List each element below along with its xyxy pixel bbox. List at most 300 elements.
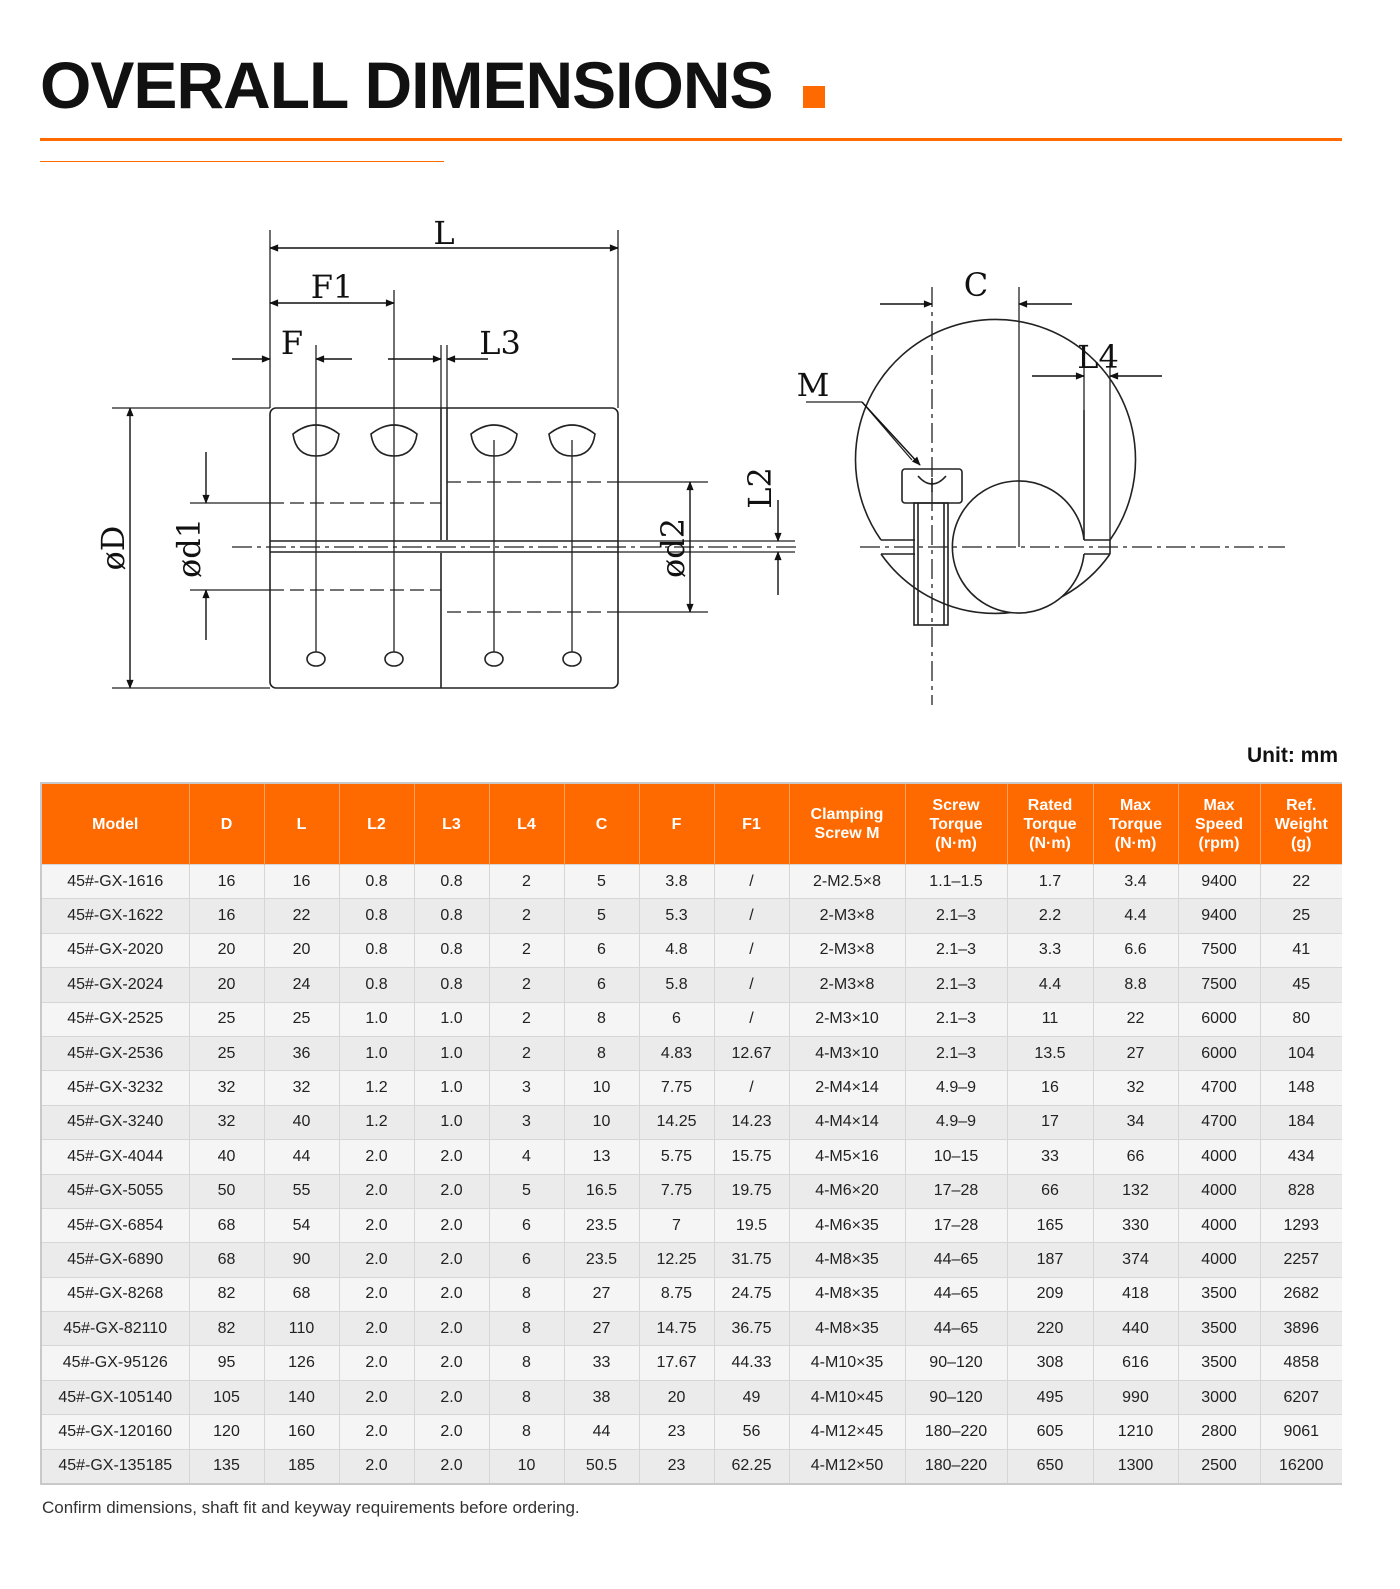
table-cell: 4-M6×35 [789,1208,905,1242]
table-row [42,933,1342,967]
table-cell: 20 [639,1380,714,1414]
table-cell: 0.8 [414,968,489,1002]
dim-label-L4: L4 [1077,338,1119,376]
table-cell: 5 [489,1174,564,1208]
column-header: Clamping Screw M [789,784,905,865]
table-cell: 19.75 [714,1174,789,1208]
table-cell: 160 [264,1415,339,1449]
table-cell: 25 [1260,899,1342,933]
table-row [42,1174,1342,1208]
dim-label-F: F [280,324,304,362]
table-cell: 90–120 [905,1380,1007,1414]
table-cell: 54 [264,1208,339,1242]
table-cell: 20 [189,968,264,1002]
table-cell: 4-M6×20 [789,1174,905,1208]
table-cell: 10–15 [905,1140,1007,1174]
table-cell: 650 [1007,1449,1093,1483]
table-cell: 3.4 [1093,865,1178,899]
column-header: F1 [714,784,789,865]
table-cell: 4-M5×16 [789,1140,905,1174]
table-cell: 24.75 [714,1277,789,1311]
table-cell: 14.75 [639,1312,714,1346]
table-cell: 2-M2.5×8 [789,865,905,899]
table-cell: 25 [189,1036,264,1070]
table-cell: 11 [1007,1002,1093,1036]
table-cell: 82 [189,1277,264,1311]
table-cell: 126 [264,1346,339,1380]
table-cell: 22 [1260,865,1342,899]
table-cell: 4000 [1178,1208,1260,1242]
table-cell: 180–220 [905,1415,1007,1449]
table-cell: 185 [264,1449,339,1483]
table-cell: 4.4 [1007,968,1093,1002]
dim-label-d2: ød2 [654,517,692,579]
table-cell: 0.8 [414,865,489,899]
technical-drawing [0,170,1400,730]
table-cell: 8 [489,1415,564,1449]
table-cell: 0.8 [339,968,414,1002]
table-cell: 2 [489,933,564,967]
table-cell: 2800 [1178,1415,1260,1449]
table-cell: 9400 [1178,899,1260,933]
table-cell: 2.0 [414,1312,489,1346]
table-cell: 495 [1007,1380,1093,1414]
table-cell: 2 [489,968,564,1002]
table-cell: 1.1–1.5 [905,865,1007,899]
table-cell: 2.0 [339,1415,414,1449]
table-cell: 2257 [1260,1243,1342,1277]
table-cell: 605 [1007,1415,1093,1449]
table-cell: 2 [489,1002,564,1036]
table-cell: 6 [564,968,639,1002]
table-cell: 2.0 [339,1277,414,1311]
column-header: D [189,784,264,865]
table-cell: 41 [1260,933,1342,967]
table-cell: 33 [1007,1140,1093,1174]
table-cell: 148 [1260,1071,1342,1105]
column-header: F [639,784,714,865]
table-cell: 418 [1093,1277,1178,1311]
table-cell: 2.0 [414,1380,489,1414]
dimensions-table [40,782,1342,1485]
table-cell: 22 [1093,1002,1178,1036]
table-cell: 55 [264,1174,339,1208]
table-cell: 4.8 [639,933,714,967]
table-cell: 17–28 [905,1208,1007,1242]
table-cell: 8 [564,1002,639,1036]
table-cell: 1.2 [339,1071,414,1105]
table-cell: 16 [1007,1071,1093,1105]
table-cell: 2.0 [339,1312,414,1346]
table-cell: 3000 [1178,1380,1260,1414]
table-cell: 2 [489,865,564,899]
model-cell: 45#-GX-95126 [42,1346,189,1380]
table-cell: 16 [264,865,339,899]
dim-label-L2: L2 [741,467,779,509]
table-cell: / [714,865,789,899]
table-cell: 0.8 [414,899,489,933]
table-cell: 15.75 [714,1140,789,1174]
table-cell: 990 [1093,1380,1178,1414]
table-cell: 2.0 [339,1174,414,1208]
table-cell: 4-M12×50 [789,1449,905,1483]
model-cell: 45#-GX-3240 [42,1105,189,1139]
table-cell: 2.0 [414,1243,489,1277]
table-row [42,1105,1342,1139]
table-cell: 38 [564,1380,639,1414]
table-cell: 80 [1260,1002,1342,1036]
unit-label: Unit: mm [1247,744,1338,767]
table-cell: 6000 [1178,1036,1260,1070]
table-cell: 16 [189,865,264,899]
table-cell: 2.0 [414,1346,489,1380]
table-cell: / [714,899,789,933]
table-cell: 1.0 [414,1105,489,1139]
table-cell: 6 [489,1208,564,1242]
table-cell: 3500 [1178,1277,1260,1311]
column-header: Max Speed (rpm) [1178,784,1260,865]
model-cell: 45#-GX-82110 [42,1312,189,1346]
model-cell: 45#-GX-2020 [42,933,189,967]
table-cell: 4700 [1178,1105,1260,1139]
table-cell: 828 [1260,1174,1342,1208]
table-cell: 0.8 [339,933,414,967]
table-cell: / [714,968,789,1002]
table-cell: 2.0 [414,1277,489,1311]
table-cell: 44–65 [905,1277,1007,1311]
table-cell: 2.0 [414,1140,489,1174]
table-cell: 2500 [1178,1449,1260,1483]
table-cell: 44 [564,1415,639,1449]
table-cell: 3500 [1178,1312,1260,1346]
table-row [42,968,1342,1002]
table-cell: 2-M4×14 [789,1071,905,1105]
table-cell: 4 [489,1140,564,1174]
table-cell: 8 [489,1312,564,1346]
dim-label-d1: ød1 [170,517,208,579]
column-header: L2 [339,784,414,865]
table-cell: 5 [564,899,639,933]
table-cell: 5.3 [639,899,714,933]
table-cell: 20 [264,933,339,967]
page-title: OVERALL DIMENSIONS [40,48,773,122]
table-cell: 308 [1007,1346,1093,1380]
table-cell: 17 [1007,1105,1093,1139]
table-cell: 4-M10×45 [789,1380,905,1414]
table-cell: 44 [264,1140,339,1174]
table-row [42,1277,1342,1311]
table-cell: 1.0 [414,1002,489,1036]
model-cell: 45#-GX-8268 [42,1277,189,1311]
table-cell: 68 [189,1243,264,1277]
table-cell: 16.5 [564,1174,639,1208]
table-cell: 66 [1007,1174,1093,1208]
table-cell: 23.5 [564,1243,639,1277]
table-cell: 5 [564,865,639,899]
table-cell: 2.0 [339,1140,414,1174]
table-cell: 14.25 [639,1105,714,1139]
clamping-screw-shank [914,503,948,625]
table-cell: 3.8 [639,865,714,899]
table-cell: 25 [189,1002,264,1036]
table-cell: 23 [639,1415,714,1449]
table-row [42,1346,1342,1380]
table-cell: 2-M3×8 [789,933,905,967]
table-cell: 10 [489,1449,564,1483]
table-cell: 2.0 [414,1415,489,1449]
table-cell: 2-M3×8 [789,968,905,1002]
table-cell: 4-M8×35 [789,1243,905,1277]
table-cell: 0.8 [414,933,489,967]
table-cell: 10 [564,1105,639,1139]
table-cell: 2.0 [339,1380,414,1414]
table-cell: 6207 [1260,1380,1342,1414]
table-cell: 45 [1260,968,1342,1002]
table-cell: 32 [189,1105,264,1139]
table-cell: 8 [564,1036,639,1070]
dim-label-L: L [433,214,455,252]
table-cell: 49 [714,1380,789,1414]
table-cell: 0.8 [339,899,414,933]
table-cell: 33 [564,1346,639,1380]
table-cell: 4000 [1178,1243,1260,1277]
table-cell: 8.75 [639,1277,714,1311]
table-cell: 95 [189,1346,264,1380]
table-cell: 1.7 [1007,865,1093,899]
table-cell: 40 [189,1140,264,1174]
dim-label-D: øD [94,525,132,571]
table-cell: 4.9–9 [905,1105,1007,1139]
table-cell: 3 [489,1105,564,1139]
column-header: Model [42,784,189,865]
model-cell: 45#-GX-135185 [42,1449,189,1483]
model-cell: 45#-GX-105140 [42,1380,189,1414]
table-cell: 3896 [1260,1312,1342,1346]
table-row [42,1140,1342,1174]
table-cell: 36 [264,1036,339,1070]
table-cell: 32 [1093,1071,1178,1105]
table-cell: 165 [1007,1208,1093,1242]
table-cell: 2.0 [339,1449,414,1483]
title-rule [40,138,1342,141]
table-cell: 4.4 [1093,899,1178,933]
table-cell: 1.0 [414,1071,489,1105]
table-cell: 2.1–3 [905,1002,1007,1036]
ordering-note: Confirm dimensions, shaft fit and keyway requirements before ordering. [42,1498,580,1517]
table-cell: 19.5 [714,1208,789,1242]
table-cell: 68 [264,1277,339,1311]
table-cell: 2-M3×10 [789,1002,905,1036]
table-cell: 132 [1093,1174,1178,1208]
table-cell: 2-M3×8 [789,899,905,933]
table-cell: 12.67 [714,1036,789,1070]
table-cell: 5.8 [639,968,714,1002]
dim-label-C: C [963,266,989,304]
table-cell: 4858 [1260,1346,1342,1380]
table-cell: 120 [189,1415,264,1449]
table-row [42,1312,1342,1346]
table-cell: 6 [489,1243,564,1277]
table-cell: 44.33 [714,1346,789,1380]
table-cell: 31.75 [714,1243,789,1277]
table-cell: 13.5 [1007,1036,1093,1070]
column-header: L4 [489,784,564,865]
table-cell: 25 [264,1002,339,1036]
table-cell: 27 [1093,1036,1178,1070]
table-row [42,1208,1342,1242]
table-cell: 23.5 [564,1208,639,1242]
table-cell: 7500 [1178,933,1260,967]
table-row [42,1243,1342,1277]
column-header: Screw Torque (N·m) [905,784,1007,865]
table-cell: 56 [714,1415,789,1449]
column-header: Max Torque (N·m) [1093,784,1178,865]
table-cell: 2.0 [339,1208,414,1242]
table-cell: 7500 [1178,968,1260,1002]
table-cell: 68 [189,1208,264,1242]
table-cell: 40 [264,1105,339,1139]
table-cell: 440 [1093,1312,1178,1346]
table-cell: 1.0 [339,1002,414,1036]
table-cell: 14.23 [714,1105,789,1139]
table-cell: 12.25 [639,1243,714,1277]
table-cell: 16200 [1260,1449,1342,1483]
table-cell: 4.9–9 [905,1071,1007,1105]
model-cell: 45#-GX-3232 [42,1071,189,1105]
table-row [42,1380,1342,1414]
table-cell: 3 [489,1071,564,1105]
column-header: Rated Torque (N·m) [1007,784,1093,865]
table-cell: 22 [264,899,339,933]
table-row [42,1002,1342,1036]
table-cell: 140 [264,1380,339,1414]
table-row [42,865,1342,899]
table-cell: 2.0 [414,1208,489,1242]
column-header: Ref. Weight (g) [1260,784,1342,865]
table-cell: 7.75 [639,1174,714,1208]
table-cell: 36.75 [714,1312,789,1346]
table-cell: 66 [1093,1140,1178,1174]
table-cell: 2 [489,1036,564,1070]
table-cell: 4-M3×10 [789,1036,905,1070]
table-cell: 184 [1260,1105,1342,1139]
table-cell: 82 [189,1312,264,1346]
table-cell: 32 [189,1071,264,1105]
table-cell: 220 [1007,1312,1093,1346]
table-cell: 3500 [1178,1346,1260,1380]
column-header: L [264,784,339,865]
table-cell: 180–220 [905,1449,1007,1483]
table-cell: 16 [189,899,264,933]
model-cell: 45#-GX-2525 [42,1002,189,1036]
table-row [42,1036,1342,1070]
model-cell: 45#-GX-2536 [42,1036,189,1070]
model-cell: 45#-GX-1616 [42,865,189,899]
table-cell: 20 [189,933,264,967]
table-cell: 9061 [1260,1415,1342,1449]
table-row [42,1071,1342,1105]
table-cell: 187 [1007,1243,1093,1277]
table-cell: 330 [1093,1208,1178,1242]
table-cell: 1.0 [339,1036,414,1070]
table-cell: 4-M4×14 [789,1105,905,1139]
table-cell: 2.0 [414,1449,489,1483]
table-cell: 34 [1093,1105,1178,1139]
table-cell: 4000 [1178,1140,1260,1174]
table-cell: 8 [489,1380,564,1414]
table-cell: 44–65 [905,1312,1007,1346]
table-cell: 105 [189,1380,264,1414]
table-cell: 17–28 [905,1174,1007,1208]
table-cell: / [714,1002,789,1036]
table-cell: 50 [189,1174,264,1208]
table-cell: 5.75 [639,1140,714,1174]
table-cell: 4-M12×45 [789,1415,905,1449]
table-cell: 1293 [1260,1208,1342,1242]
table-cell: 434 [1260,1140,1342,1174]
table-cell: 4700 [1178,1071,1260,1105]
dim-label-L3: L3 [479,324,521,362]
table-cell: 17.67 [639,1346,714,1380]
table-cell: 374 [1093,1243,1178,1277]
table-cell: 2682 [1260,1277,1342,1311]
table-cell: 3.3 [1007,933,1093,967]
table-cell: 8.8 [1093,968,1178,1002]
table-cell: 44–65 [905,1243,1007,1277]
table-cell: 2.2 [1007,899,1093,933]
model-cell: 45#-GX-120160 [42,1415,189,1449]
model-cell: 45#-GX-6890 [42,1243,189,1277]
table-cell: 50.5 [564,1449,639,1483]
table-cell: 104 [1260,1036,1342,1070]
table-cell: 1.2 [339,1105,414,1139]
table-cell: 2.1–3 [905,933,1007,967]
table-cell: 0.8 [339,865,414,899]
table-cell: 2.1–3 [905,899,1007,933]
table-cell: 24 [264,968,339,1002]
table-cell: 2.0 [339,1346,414,1380]
table-cell: 23 [639,1449,714,1483]
table-cell: 8 [489,1346,564,1380]
table-cell: / [714,1071,789,1105]
table-cell: 2 [489,899,564,933]
table-cell: 10 [564,1071,639,1105]
table-cell: 8 [489,1277,564,1311]
table-cell: 110 [264,1312,339,1346]
dim-label-F1: F1 [310,268,354,306]
table-cell: 616 [1093,1346,1178,1380]
model-cell: 45#-GX-1622 [42,899,189,933]
table-cell: 2.1–3 [905,1036,1007,1070]
table-cell: 7 [639,1208,714,1242]
table-cell: 1300 [1093,1449,1178,1483]
table-cell: 135 [189,1449,264,1483]
table-cell: 6 [639,1002,714,1036]
table-header-row [42,784,1342,865]
dim-label-M: M [796,366,830,404]
subtitle-rule [40,161,444,162]
column-header: L3 [414,784,489,865]
column-header: C [564,784,639,865]
coupling-side-view [270,408,618,688]
table-cell: 4-M8×35 [789,1312,905,1346]
title-accent-square [803,86,825,108]
table-cell: 62.25 [714,1449,789,1483]
table-cell: 1.0 [414,1036,489,1070]
table-cell: 13 [564,1140,639,1174]
table-cell: 6000 [1178,1002,1260,1036]
table-cell: 27 [564,1312,639,1346]
